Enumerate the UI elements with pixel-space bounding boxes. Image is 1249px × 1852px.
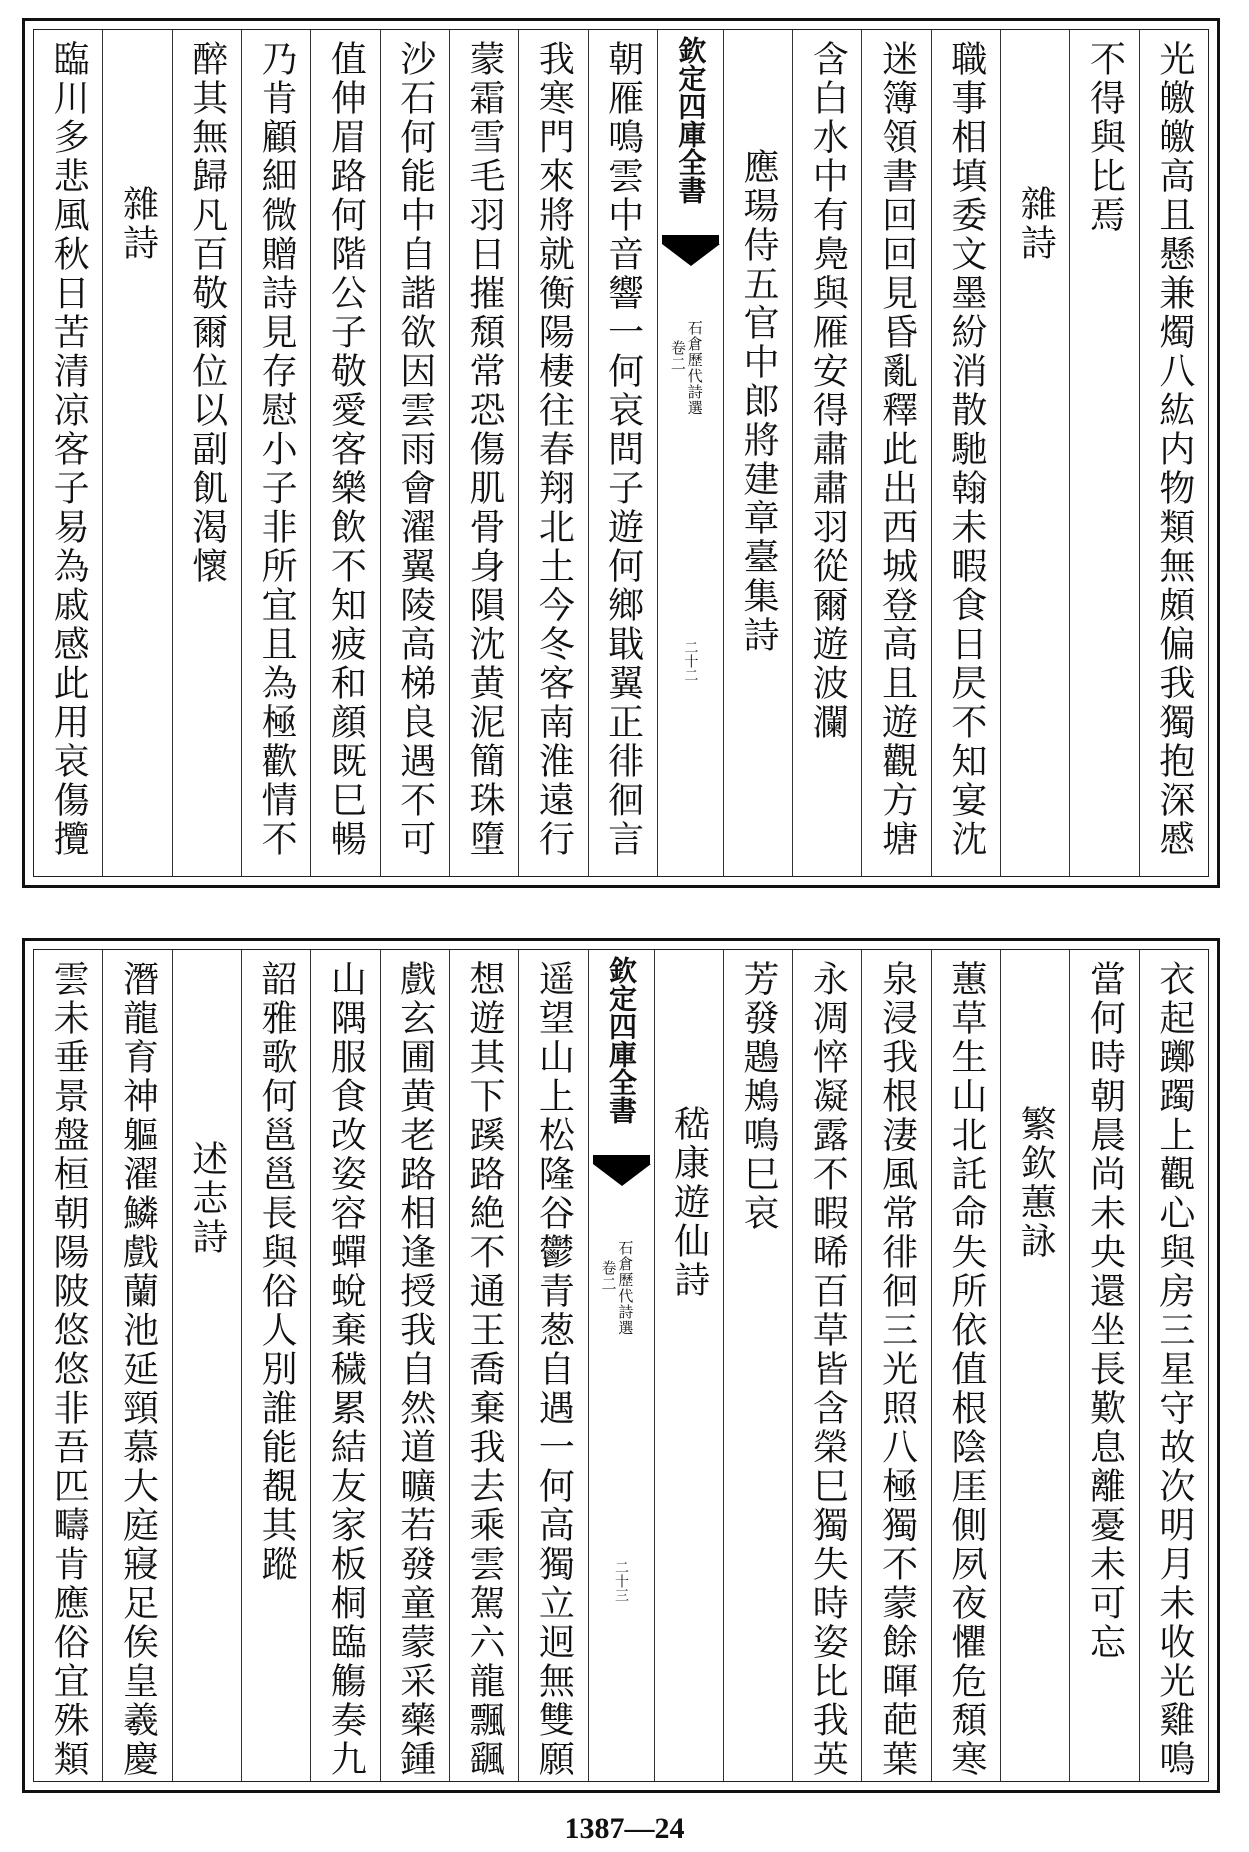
leaf-number: 二十二 bbox=[682, 640, 699, 682]
text-column bbox=[310, 30, 379, 876]
book-title: 欽定四庫全書 bbox=[605, 956, 638, 1124]
text-column bbox=[1069, 30, 1138, 876]
bottom-page-columns bbox=[34, 950, 1208, 1781]
text-column bbox=[102, 30, 171, 876]
text-column bbox=[310, 950, 379, 1781]
verse-line: 臨川多悲風秋日苦清凉客子易為戚感此用哀傷攬 bbox=[48, 40, 90, 859]
verse-line: 醉其無歸凡百敬爾位以副飢渴懷 bbox=[186, 40, 228, 586]
text-column bbox=[1000, 950, 1069, 1781]
text-column bbox=[1069, 950, 1138, 1781]
fishtail-mark bbox=[662, 235, 719, 275]
verse-line: 職事相填委文墨紛消散馳翰未暇食日昃不知宴沈 bbox=[945, 40, 987, 859]
verse-line: 雲未垂景盤桓朝陽陂悠悠非吾匹疇肯應俗宜殊類 bbox=[48, 960, 90, 1779]
verse-line: 永凋悴凝露不暇晞百草皆含榮巳獨失時姿比我英 bbox=[807, 960, 849, 1779]
poem-title: 雜詩 bbox=[1015, 185, 1057, 263]
verse-line: 潛龍育神軀濯鱗戲蘭池延頸慕大庭寢足俟皇羲慶 bbox=[117, 960, 159, 1779]
poem-title: 雜詩 bbox=[117, 185, 159, 263]
verse-line: 蒙霜雪毛羽日摧頹常恐傷肌骨身隕沈黄泥簡珠墮 bbox=[464, 40, 506, 859]
volume-label: 卷二 bbox=[599, 1260, 618, 1292]
text-column bbox=[449, 950, 518, 1781]
verse-line: 衣起躑躅上觀心與房三星守故次明月未收光雞鳴 bbox=[1153, 960, 1195, 1779]
text-column bbox=[588, 30, 657, 876]
verse-line: 乃肯顧細微贈詩見存慰小子非所宜且為極歡情不 bbox=[256, 40, 298, 859]
text-column bbox=[723, 950, 792, 1781]
text-column bbox=[1000, 30, 1069, 876]
text-column bbox=[654, 950, 723, 1781]
top-page-columns bbox=[34, 30, 1208, 876]
text-column bbox=[380, 950, 449, 1781]
verse-line: 沙石何能中自諧欲因雲雨會濯翼陵高梯良遇不可 bbox=[394, 40, 436, 859]
verse-line: 含白水中有鳧與雁安得肅肅羽從爾遊波瀾 bbox=[807, 40, 849, 742]
source-title: 石倉歷代詩選 bbox=[616, 1240, 635, 1336]
text-column bbox=[449, 30, 518, 876]
poem-title: 應瑒侍五官中郎將建章臺集詩 bbox=[737, 148, 779, 655]
verse-line: 芳發鶗鴂鳴巳哀 bbox=[737, 960, 779, 1233]
verse-line: 遥望山上松隆谷鬱青葱自遇一何高獨立迥無雙願 bbox=[533, 960, 575, 1779]
book-title: 欽定四庫全書 bbox=[674, 36, 708, 204]
text-column bbox=[1139, 950, 1208, 1781]
top-page-frame bbox=[33, 29, 1209, 877]
verse-line: 泉浸我根淒風常徘徊三光照八極獨不蒙餘暉葩葉 bbox=[876, 960, 918, 1779]
text-column bbox=[792, 30, 861, 876]
verse-line: 迷簿領書回回見昏亂釋此出西城登高且遊觀方塘 bbox=[876, 40, 918, 859]
text-column bbox=[380, 30, 449, 876]
poem-title: 繁欽蕙詠 bbox=[1015, 1105, 1057, 1261]
text-column bbox=[241, 30, 310, 876]
bottom-page bbox=[22, 938, 1220, 1793]
verse-line: 光皦皦高且懸兼燭八紘内物類無頗偏我獨抱深慼 bbox=[1153, 40, 1195, 859]
verse-line: 不得與比焉 bbox=[1084, 40, 1126, 235]
verse-line: 朝雁鳴雲中音響一何哀問子遊何鄉戢翼正徘徊言 bbox=[602, 40, 644, 859]
verse-line: 山隅服食改姿容蟬蛻棄穢累結友家板桐臨觴奏九 bbox=[325, 960, 367, 1779]
verse-line: 值伸眉路何階公子敬愛客樂飲不知疲和顔既巳暢 bbox=[325, 40, 367, 859]
fishtail-mark bbox=[593, 1155, 650, 1195]
center-fold-column bbox=[657, 30, 723, 876]
text-column bbox=[931, 950, 1000, 1781]
verse-line: 當何時朝晨尚未央還坐長歎息離憂未可忘 bbox=[1084, 960, 1126, 1662]
verse-line: 我寒門來將就衡陽棲往春翔北土今冬客南淮遠行 bbox=[533, 40, 575, 859]
text-column bbox=[792, 950, 861, 1781]
poem-title: 述志詩 bbox=[186, 1140, 228, 1257]
text-column bbox=[172, 950, 241, 1781]
source-title: 石倉歷代詩選 bbox=[685, 320, 704, 416]
text-column bbox=[518, 950, 587, 1781]
text-column bbox=[931, 30, 1000, 876]
text-column bbox=[34, 30, 102, 876]
bottom-page-frame bbox=[33, 949, 1209, 1782]
volume-label: 卷二 bbox=[668, 340, 687, 372]
text-column bbox=[102, 950, 171, 1781]
verse-line: 蕙草生山北託命失所依值根陰厓側夙夜懼危頹寒 bbox=[945, 960, 987, 1779]
center-fold-column bbox=[588, 950, 654, 1781]
verse-line: 韶雅歌何邕邕長與俗人別誰能覩其蹤 bbox=[256, 960, 298, 1584]
page-number-footer: 1387—24 bbox=[564, 1812, 685, 1845]
text-column bbox=[861, 950, 930, 1781]
text-column bbox=[172, 30, 241, 876]
leaf-number: 二十三 bbox=[613, 1560, 629, 1602]
poem-title: 嵇康遊仙詩 bbox=[668, 1105, 710, 1300]
verse-line: 戲玄圃黄老路相逢授我自然道曠若發童蒙采藥鍾 bbox=[394, 960, 436, 1779]
text-column bbox=[241, 950, 310, 1781]
text-column bbox=[861, 30, 930, 876]
text-column bbox=[1139, 30, 1208, 876]
text-column bbox=[518, 30, 587, 876]
verse-line: 想遊其下蹊路絶不通王喬棄我去乘雲駕六龍飄颻 bbox=[464, 960, 506, 1779]
text-column bbox=[723, 30, 792, 876]
top-page bbox=[22, 18, 1220, 888]
text-column bbox=[34, 950, 102, 1781]
